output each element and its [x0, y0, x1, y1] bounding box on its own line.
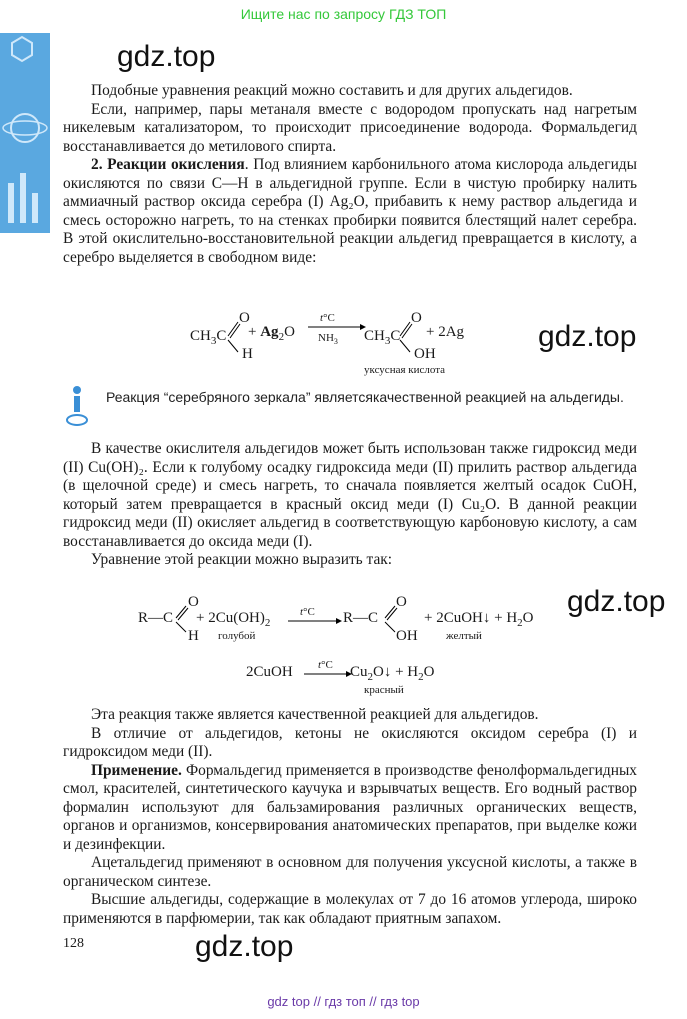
paragraph: Высшие альдегиды, содержащие в молекулах от 7 до 16 атомов углерода, широко применяются в парфюмерии, так как обладают приятным запахом.	[63, 891, 637, 927]
paragraph: Подобные уравнения реакций можно составить и для других альдегидов.	[91, 82, 573, 99]
side-decoration	[0, 33, 50, 233]
paragraph: 2. Реакции окисления. Под влиянием карбонильного атома кислорода альдегиды окисляются по связи С—Н в альдегидной группе. Если в чистую пробирку налить аммиачный раствор оксида серебра (I) Ag₂O, прибавить к нему раствор альдегида и смесь осторожно нагреть, то на стенках пробирки появится блестящий налет серебра. В этой окислительно-восстановительной реакции альдегид превращается в кислоту, а серебро выделяется в свободном виде:	[63, 156, 637, 266]
paragraph: Применение. Формальдегид применяется в производстве фенолформальдегидных смол, красителей, синтетического каучука и взрывчатых веществ. Его водный раствор формалин используют для бальзамирования различных органических веществ, органов и организмов, консервирования анатомических препаратов, при выделке кожи и дезинфекции.	[63, 761, 637, 853]
eq-caption: уксусная кислота	[364, 364, 446, 376]
watermark: gdz.top	[538, 320, 637, 353]
body-text-middle	[63, 440, 637, 570]
paragraph: Эта реакция также является качественной реакцией для альдегидов.	[91, 706, 539, 723]
body-text-bottom	[63, 706, 637, 928]
equation-copper-oxide: 2CuOH t°C $Cu_2O↓ + H_2O$ красный	[246, 659, 435, 696]
watermark: gdz.top	[195, 930, 294, 963]
paragraph: В отличие от альдегидов, кетоны не окисляются оксидом серебра (I) и гидроксидом меди (II).	[63, 724, 637, 760]
section-heading: 2. Реакции окисления	[91, 156, 245, 173]
footer-links[interactable]: gdz top // гдз топ // гдз top	[267, 994, 420, 1009]
watermark: gdz.top	[567, 585, 666, 618]
top-banner[interactable]: Ищите нас по запросу ГДЗ ТОП	[240, 6, 447, 22]
paragraph: Уравнение этой реакции можно выразить так:	[91, 551, 393, 568]
info-icon	[66, 384, 88, 433]
paragraph: Ацетальдегид применяют в основном для получения уксусной кислоты, а также в органическом синтезе.	[63, 854, 637, 890]
body-text-top	[63, 82, 637, 267]
section-heading: Применение.	[91, 761, 182, 779]
note-text: Реакция “серебряного зеркала” являетсякачественной реакцией на альдегиды.	[106, 389, 624, 405]
equation-copper-hydroxide: R—C O H + $2Cu(OH)_2$ голубой t°C R—C O OH + 2CuOH↓ + $H_2O$ желтый	[138, 594, 534, 644]
paragraph: Если, например, пары метаналя вместе с водородом пропускать над нагретым никелевым катализатором, то происходит присоединение водорода. Формальдегид восстанавливается до метилового спирта.	[63, 100, 637, 155]
watermark: gdz.top	[117, 40, 216, 73]
paragraph: В качестве окислителя альдегидов может быть использован также гидроксид меди (II) Cu(OH)₂. Если к голубому осадку гидроксида меди (II) прилить раствор альдегида (в щелочной среде) и смесь нагреть, то сначала появляется желтый осадок CuOH, который затем превращается в красный оксид меди (I) Cu₂O. В данной реакции гидроксид меди (II) окисляет альдегид в соответствующую карбоновую кислоту, а сам восстанавливается до оксида меди (I).	[63, 440, 637, 550]
equation-silver-mirror: $CH_3C$ O H + $Ag_2O$ t°C $NH_3$ $CH_3C$ O OH + 2Ag уксусная кислота	[190, 310, 465, 376]
page-number: 128	[63, 936, 84, 951]
